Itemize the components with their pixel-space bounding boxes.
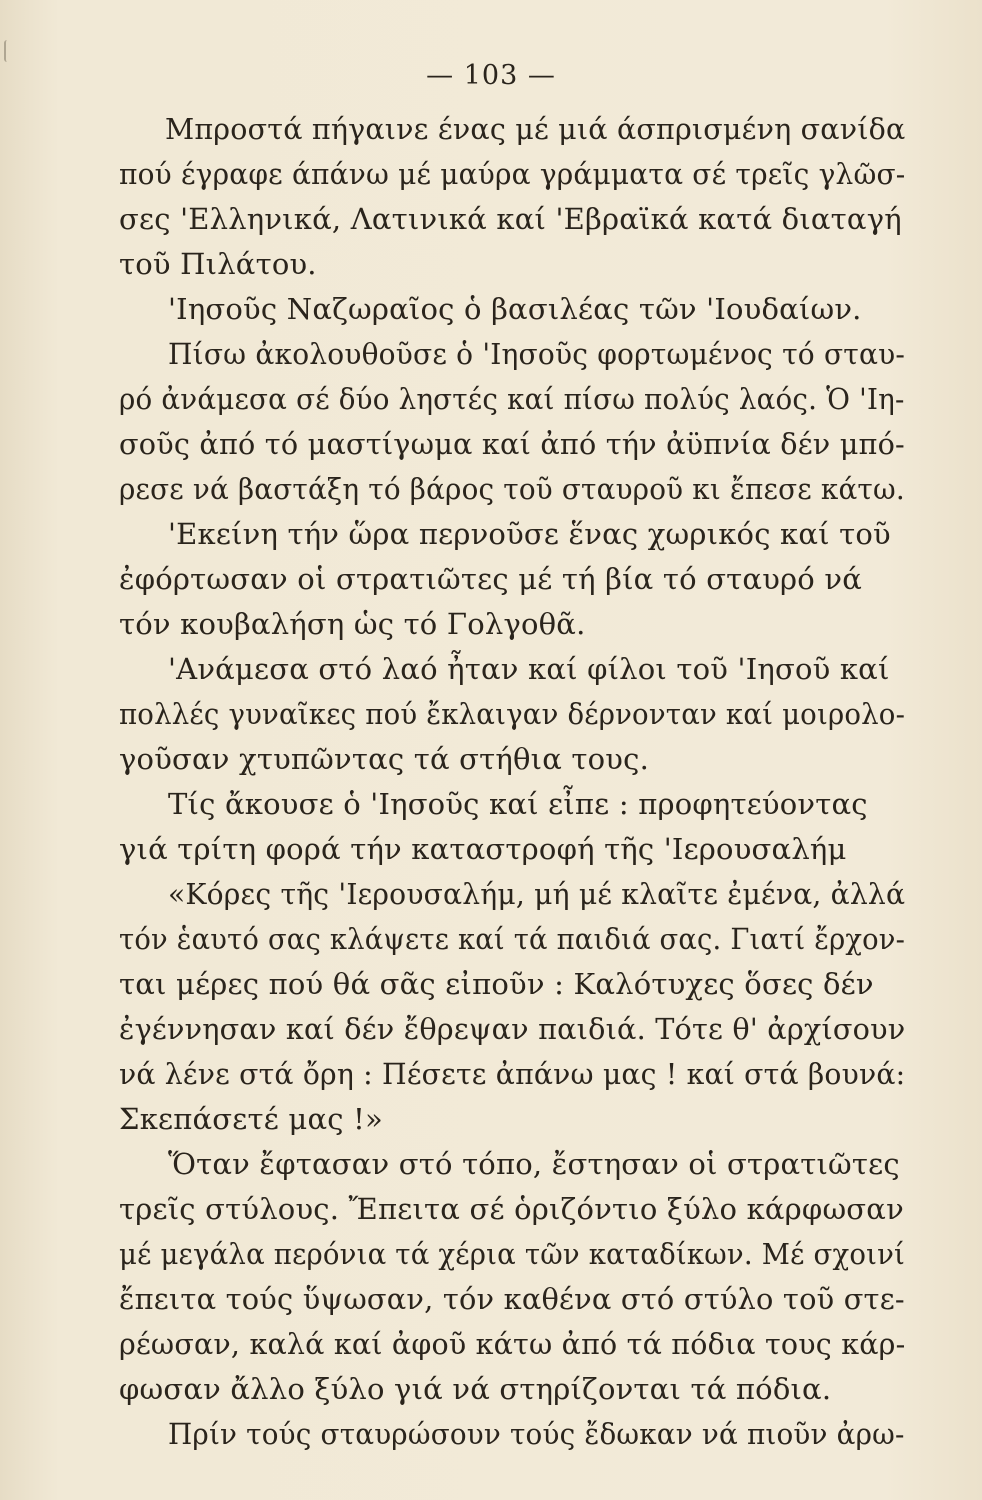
text-line: ρεσε νά βαστάξη τό βάρος τοῦ σταυροῦ κι ἔπεσε κάτω. (119, 472, 905, 506)
text-line: Πρίν τούς σταυρώσουν τούς ἔδωκαν νά πιοῦν ἀρω- (168, 1417, 905, 1451)
text-line: τοῦ Πιλάτου. (119, 247, 317, 281)
text-line: Πίσω ἀκολουθοῦσε ὁ 'Ιησοῦς φορτωμένος τό σταυ- (168, 337, 906, 371)
text-line: τόν ἑαυτό σας κλάψετε καί τά παιδιά σας. Γιατί ἔρχον- (119, 922, 906, 956)
text-line: μέ μεγάλα περόνια τά χέρια τῶν καταδίκων. Μέ σχοινί (119, 1237, 906, 1271)
text-line: ρό ἀνάμεσα σέ δύο ληστές καί πίσω πολύς λαός. Ὁ 'Ιη- (119, 382, 905, 416)
page-number: — 103 — (426, 60, 556, 91)
text-line: «Κόρες τῆς 'Ιερουσαλήμ, μή μέ κλαῖτε ἐμένα, ἀλλά (168, 877, 906, 911)
text-line: ται μέρες πού θά σᾶς εἰποῦν : Καλότυχες ὅσες δέν (119, 967, 874, 1001)
text-line: Ὅταν ἔφτασαν στό τόπο, ἔστησαν οἱ στρατιῶτες (168, 1147, 900, 1181)
text-line: τόν κουβαλήση ὡς τό Γολγοθᾶ. (119, 607, 586, 641)
text-line: Τίς ἄκουσε ὁ 'Ιησοῦς καί εἶπε : προφητεύοντας (168, 787, 868, 821)
text-line: σες 'Ελληνικά, Λατινικά καί 'Εβραϊκά κατά διαταγή (119, 202, 902, 236)
text-line: ρέωσαν, καλά καί ἀφοῦ κάτω ἀπό τά πόδια τους κάρ- (119, 1327, 906, 1361)
text-line: γοῦσαν χτυπῶντας τά στήθια τους. (119, 742, 649, 776)
text-line: ἔπειτα τούς ὕψωσαν, τόν καθένα στό στύλο τοῦ στε- (119, 1282, 905, 1316)
text-line: σοῦς ἀπό τό μαστίγωμα καί ἀπό τήν ἀϋπνία δέν μπό- (119, 427, 905, 461)
text-line: ἐφόρτωσαν οἱ στρατιῶτες μέ τή βία τό σταυρό νά (119, 562, 862, 596)
text-line: 'Εκείνη τήν ὥρα περνοῦσε ἕνας χωρικός καί τοῦ (168, 517, 891, 551)
text-line: νά λένε στά ὄρη : Πέσετε ἀπάνω μας ! καί στά βουνά: (119, 1057, 906, 1091)
text-line: τρεῖς στύλους. Ἔπειτα σέ ὁριζόντιο ξύλο κάρφωσαν (119, 1192, 904, 1226)
text-line: γιά τρίτη φορά τήν καταστροφή τῆς 'Ιερουσαλήμ (119, 832, 847, 866)
page-edge-mark (4, 40, 12, 62)
text-line: 'Ανάμεσα στό λαό ἦταν καί φίλοι τοῦ 'Ιησοῦ καί (168, 652, 890, 686)
text-line: Μπροστά πήγαινε ένας μέ μιά άσπρισμένη σανίδα (165, 112, 906, 146)
text-line: 'Ιησοῦς Ναζωραῖος ὁ βασιλέας τῶν 'Ιουδαίων. (168, 292, 862, 326)
text-line: Σκεπάσετέ μας !» (119, 1102, 383, 1136)
text-line: ἐγέννησαν καί δέν ἔθρεψαν παιδιά. Τότε θ' ἀρχίσουν (119, 1012, 906, 1046)
text-line: φωσαν ἄλλο ξύλο γιά νά στηρίζονται τά πόδια. (119, 1372, 832, 1406)
text-line: πού έγραφε άπάνω μέ μαύρα γράμματα σέ τρεῖς γλῶσ- (119, 157, 906, 191)
text-line: πολλές γυναῖκες πού ἔκλαιγαν δέρνονταν καί μοιρολο- (119, 697, 906, 731)
